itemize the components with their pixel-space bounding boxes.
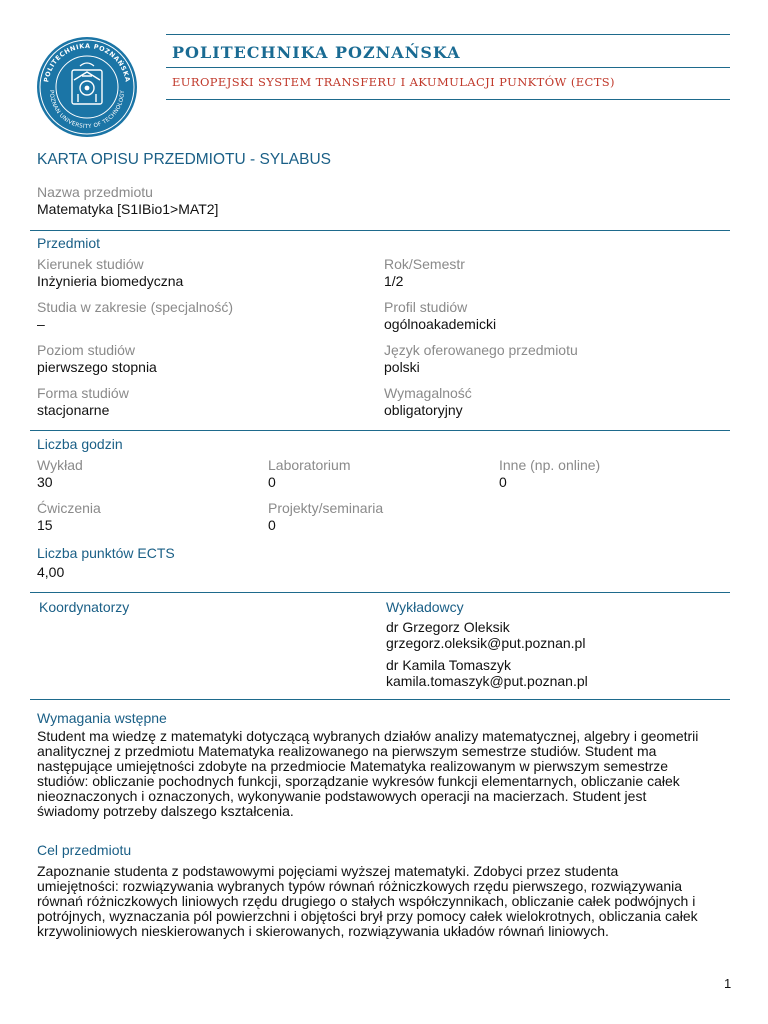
- document-title: KARTA OPISU PRZEDMIOTU - SYLABUS: [37, 151, 331, 168]
- rok-label: Rok/Semestr: [384, 256, 465, 272]
- kierunek-value: Inżynieria biomedyczna: [37, 273, 184, 289]
- paragraph-line: analitycznej z przedmiotu Matematyka realizowanego na pierwszym semestrze studiów. Student ma: [37, 743, 657, 759]
- paragraph-line: następujące umiejętności zdobyte na przedmiocie Matematyka realizowanym w pierwszym semestrze: [37, 758, 669, 774]
- section-heading-przedmiot: Przedmiot: [37, 235, 101, 251]
- lecturer-name: dr Kamila Tomaszyk: [386, 657, 512, 673]
- header-rule-middle: [166, 67, 730, 68]
- wymagalnosc-value: obligatoryjny: [384, 402, 463, 418]
- paragraph-line: równań różniczkowych liniowych rzędu drugiego o stałych współczynnikach, obliczanie całek podwójnych i: [37, 893, 696, 909]
- paragraph-line: potrójnych, wyznaczania pól powierzchni i objętości brył przy pomocy całek wielokrotnych, obliczania całek: [37, 908, 698, 924]
- wymagalnosc-label: Wymagalność: [384, 385, 472, 401]
- laboratorium-value: 0: [268, 474, 276, 490]
- paragraph-line: krzywoliniowych nieskierowanych i skierowanych, rozwiązywania układów równań liniowych.: [37, 923, 609, 939]
- zakres-value: –: [37, 316, 45, 332]
- poziom-value: pierwszego stopnia: [37, 359, 157, 375]
- laboratorium-label: Laboratorium: [268, 457, 351, 473]
- forma-value: stacjonarne: [37, 402, 110, 418]
- kierunek-label: Kierunek studiów: [37, 256, 144, 272]
- wymagania-paragraph: [37, 729, 733, 819]
- paragraph-line: świadomy potrzeby dalszego kształcenia.: [37, 803, 294, 819]
- svg-text:POZNAN UNIVERSITY OF TECHNOLOG: POZNAN UNIVERSITY OF TECHNOLOGY: [47, 89, 127, 131]
- svg-text:POLITECHNIKA POZNAŃSKA: POLITECHNIKA POZNAŃSKA: [42, 41, 132, 83]
- header-title: POLITECHNIKA POZNAŃSKA: [172, 43, 461, 62]
- section-heading-wymagania: Wymagania wstępne: [37, 710, 167, 726]
- section-heading-godziny: Liczba godzin: [37, 436, 123, 452]
- lecturer-email-link[interactable]: kamila.tomaszyk@put.poznan.pl: [386, 673, 588, 689]
- header-rule-bottom: [166, 99, 730, 100]
- section-rule: [30, 699, 730, 700]
- rok-value: 1/2: [384, 273, 404, 289]
- university-seal-icon: [36, 36, 138, 138]
- wyklad-label: Wykład: [37, 457, 83, 473]
- cwiczenia-label: Ćwiczenia: [37, 500, 101, 516]
- cwiczenia-value: 15: [37, 517, 53, 533]
- section-rule: [30, 592, 730, 593]
- section-heading-ects: Liczba punktów ECTS: [37, 545, 175, 561]
- course-name-label: Nazwa przedmiotu: [37, 184, 153, 200]
- paragraph-line: nieoznaczonych i oznaczonych, wykonywanie podstawowych operacji na macierzach. Student jest: [37, 788, 647, 804]
- section-heading-wykladowcy: Wykładowcy: [386, 599, 464, 615]
- course-name-value: Matematyka [S1IBio1>MAT2]: [37, 201, 219, 217]
- section-rule: [30, 430, 730, 431]
- jezyk-label: Język oferowanego przedmiotu: [384, 342, 578, 358]
- page-number: 1: [724, 976, 732, 991]
- header-rule-top: [166, 34, 730, 35]
- poziom-label: Poziom studiów: [37, 342, 136, 358]
- paragraph-line: umiejętności: rozwiązywania wybranych typów równań różniczkowych rzędu pierwszego, rozwiązywania: [37, 878, 683, 894]
- forma-label: Forma studiów: [37, 385, 129, 401]
- section-heading-cel: Cel przedmiotu: [37, 842, 132, 858]
- projekty-label: Projekty/seminaria: [268, 500, 384, 516]
- paragraph-line: studiów: obliczanie pochodnych funkcji, sporządzanie wykresów funkcji elementarnych, obliczanie całek: [37, 773, 680, 789]
- wyklad-value: 30: [37, 474, 53, 490]
- document-header: [0, 0, 768, 150]
- cel-paragraph: [37, 864, 733, 939]
- jezyk-value: polski: [384, 359, 420, 375]
- header-subtitle: EUROPEJSKI SYSTEM TRANSFERU I AKUMULACJI PUNKTÓW (ECTS): [172, 75, 615, 89]
- paragraph-line: Student ma wiedzę z matematyki dotyczącą wybranych działów analizy matematycznej, algebry i geometrii: [37, 728, 699, 744]
- profil-value: ogólnoakademicki: [384, 316, 497, 332]
- paragraph-line: Zapoznanie studenta z podstawowymi pojęciami wyższej matematyki. Zdobyci przez studenta: [37, 863, 619, 879]
- inne-label: Inne (np. online): [499, 457, 601, 473]
- section-rule: [30, 230, 730, 231]
- projekty-value: 0: [268, 517, 276, 533]
- profil-label: Profil studiów: [384, 299, 468, 315]
- lecturer-name: dr Grzegorz Oleksik: [386, 619, 510, 635]
- section-heading-koordynatorzy: Koordynatorzy: [39, 599, 130, 615]
- lecturer-email-link[interactable]: grzegorz.oleksik@put.poznan.pl: [386, 635, 586, 651]
- inne-value: 0: [499, 474, 507, 490]
- zakres-label: Studia w zakresie (specjalność): [37, 299, 234, 315]
- ects-value: 4,00: [37, 564, 65, 580]
